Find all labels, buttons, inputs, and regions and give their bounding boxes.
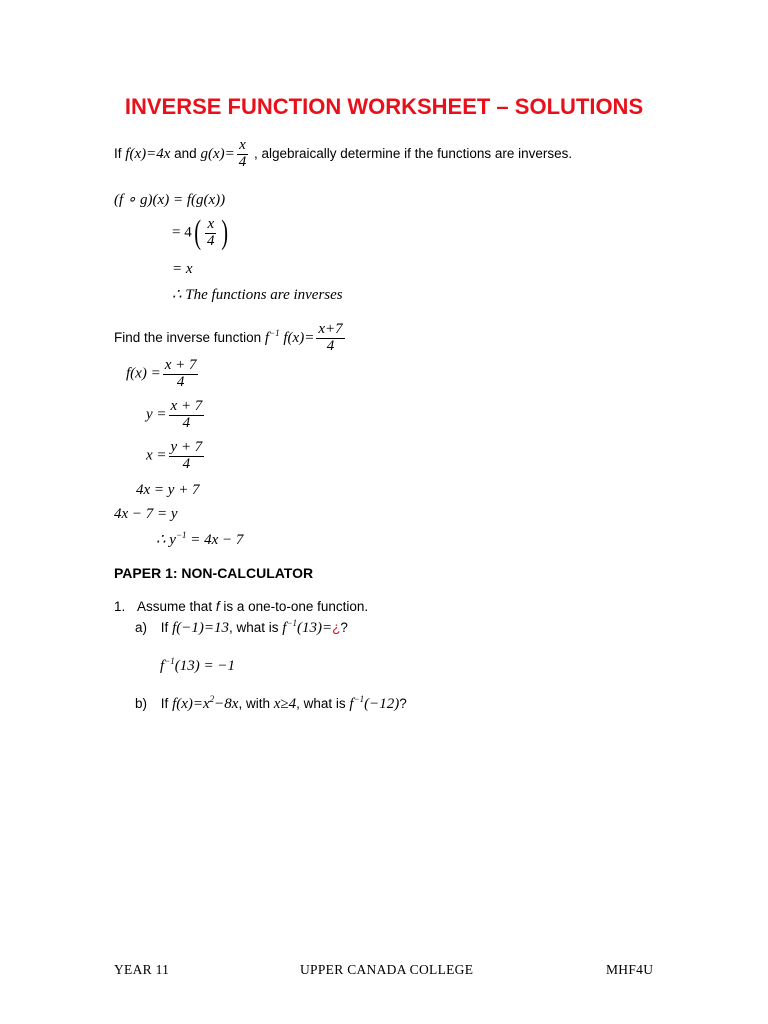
q0-and: and (174, 145, 197, 161)
step2-fraction: $\frac{x + 7}{4}$ (170, 398, 203, 431)
footer-center: UPPER CANADA COLLEGE (300, 962, 474, 977)
q1b-condition: x≥4 (273, 696, 297, 712)
find-inverse-fraction: $\frac{x+7}{4}$ (318, 321, 343, 354)
step2: y = $\frac{x + 7}{4}$ (146, 398, 203, 431)
q1b-label: b) (135, 696, 148, 711)
q0-prefix: If (114, 145, 122, 161)
q1-statement: 1. Assume that f is a one-to-one function. (114, 599, 369, 614)
q1b-inverse: $f^{-1}(-12)$ (349, 694, 400, 712)
step1-fraction: $\frac{x + 7}{4}$ (164, 357, 197, 390)
q0-line2: = 4( $\frac{x}{4}$ ) (172, 214, 228, 251)
step1: f(x) = $\frac{x + 7}{4}$ (126, 357, 197, 390)
step4: 4x = y + 7 (136, 482, 200, 498)
find-inverse-statement (114, 322, 347, 355)
page-title: INVERSE FUNCTION WORKSHEET – SOLUTIONS (124, 94, 644, 119)
step6: ∴ $y^{-1} = 4x - 7$ (156, 530, 244, 548)
paper1-heading: PAPER 1: NON-CALCULATOR (114, 565, 314, 581)
q1a-statement: a) If f(−1)=13, what is $f^{-1}(13)=¿$? (135, 618, 348, 636)
q0-suffix: , algebraically determine if the functions are inverses. (254, 145, 573, 161)
q0-conclusion: ∴ The functions are inverses (172, 287, 343, 303)
q0-line2-fraction: $\frac{x}{4}$ (207, 215, 215, 249)
q1a-label: a) (135, 620, 148, 635)
q1b-statement: b) If $f(x)=x^2-8x$, with x≥4, what is $f^{-1}(-12)$? (135, 694, 407, 712)
q0-statement (114, 138, 572, 171)
step3: x = $\frac{y + 7}{4}$ (146, 439, 203, 472)
q0-g-lhs: g(x)= (200, 145, 235, 162)
q1a-answer: $f^{-1}(13) = -1$ (160, 656, 235, 674)
q0-f-def: f(x)=4x (125, 145, 171, 162)
q0-g-fraction: $\frac{x}{4}$ (238, 137, 247, 170)
q1a-condition: f(−1)=13 (172, 620, 229, 636)
footer-left: YEAR 11 (114, 962, 170, 977)
q1a-inverse: $f^{-1}(13)=$ (282, 618, 333, 636)
step5: 4x − 7 = y (114, 506, 178, 522)
find-inverse-lhs: f(x)= (283, 329, 315, 346)
find-inverse-text: Find the inverse function (114, 329, 262, 345)
find-inverse-f: $f^{-1}$ (264, 327, 280, 346)
q1b-function: $f(x)=x^2-8x$ (172, 694, 239, 712)
q1a-unknown: ¿ (332, 620, 341, 635)
step3-fraction: $\frac{y + 7}{4}$ (170, 439, 203, 472)
q1-number: 1. (114, 599, 126, 614)
footer-right: MHF4U (606, 962, 654, 977)
q0-line1: (f ∘ g)(x) = f(g(x)) (114, 192, 226, 208)
q0-line3: = x (172, 261, 193, 277)
